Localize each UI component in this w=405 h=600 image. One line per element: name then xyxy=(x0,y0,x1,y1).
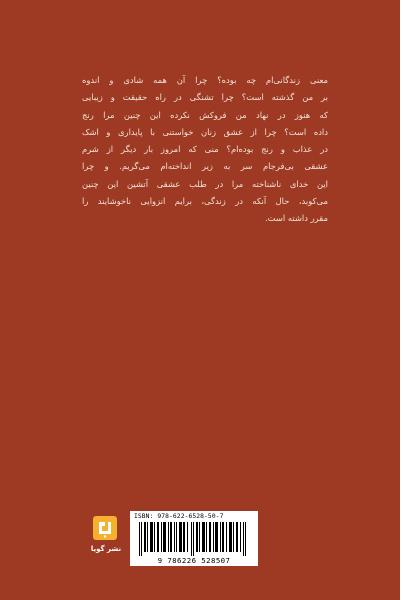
goya-logo-glyph xyxy=(93,516,117,540)
blurb-line: می‌کوبد، حال آنکه در زندگی، برایم انزوایی ناخوشایند را xyxy=(82,196,328,207)
blurb-line: معنی زندگانی‌ام چه بوده؟ چرا آن همه شادی و اندوه xyxy=(82,75,328,85)
barcode-number: 9 786226 528507 xyxy=(157,556,231,565)
blurb-line: عشقی بی‌فرجام سر به زیر انداخته‌ام می‌گریم. و چرا xyxy=(82,161,328,172)
blurb-line: در عذاب و رنج بوده‌ام؟ منی که امروز بار دیگر از شرم xyxy=(82,144,328,155)
blurb-line: مقرر داشته است. xyxy=(264,213,328,224)
isbn-barcode xyxy=(130,511,258,566)
blurb-line: داده است؟ چرا از عشق زنان خواستنی با پایداری و اشک xyxy=(82,126,328,137)
blurb-text xyxy=(82,72,328,228)
publisher-logo-icon xyxy=(93,516,117,540)
isbn-text: ISBN: 978-622-6528-50-7 xyxy=(134,513,224,520)
barcode-bars xyxy=(135,522,253,556)
blurb-line: این خدای ناشناخته مرا در طلب عشقی آتشین این چنین xyxy=(82,178,328,189)
blurb-line: بر من گذشته است؟ چرا تشنگی در راه حقیقت و زیبایی xyxy=(82,92,328,103)
blurb-line: که هنوز در نهاد من فروکش نکرده این چنین مرا رنج xyxy=(82,109,328,120)
publisher-name: نشر گویا xyxy=(90,545,122,553)
